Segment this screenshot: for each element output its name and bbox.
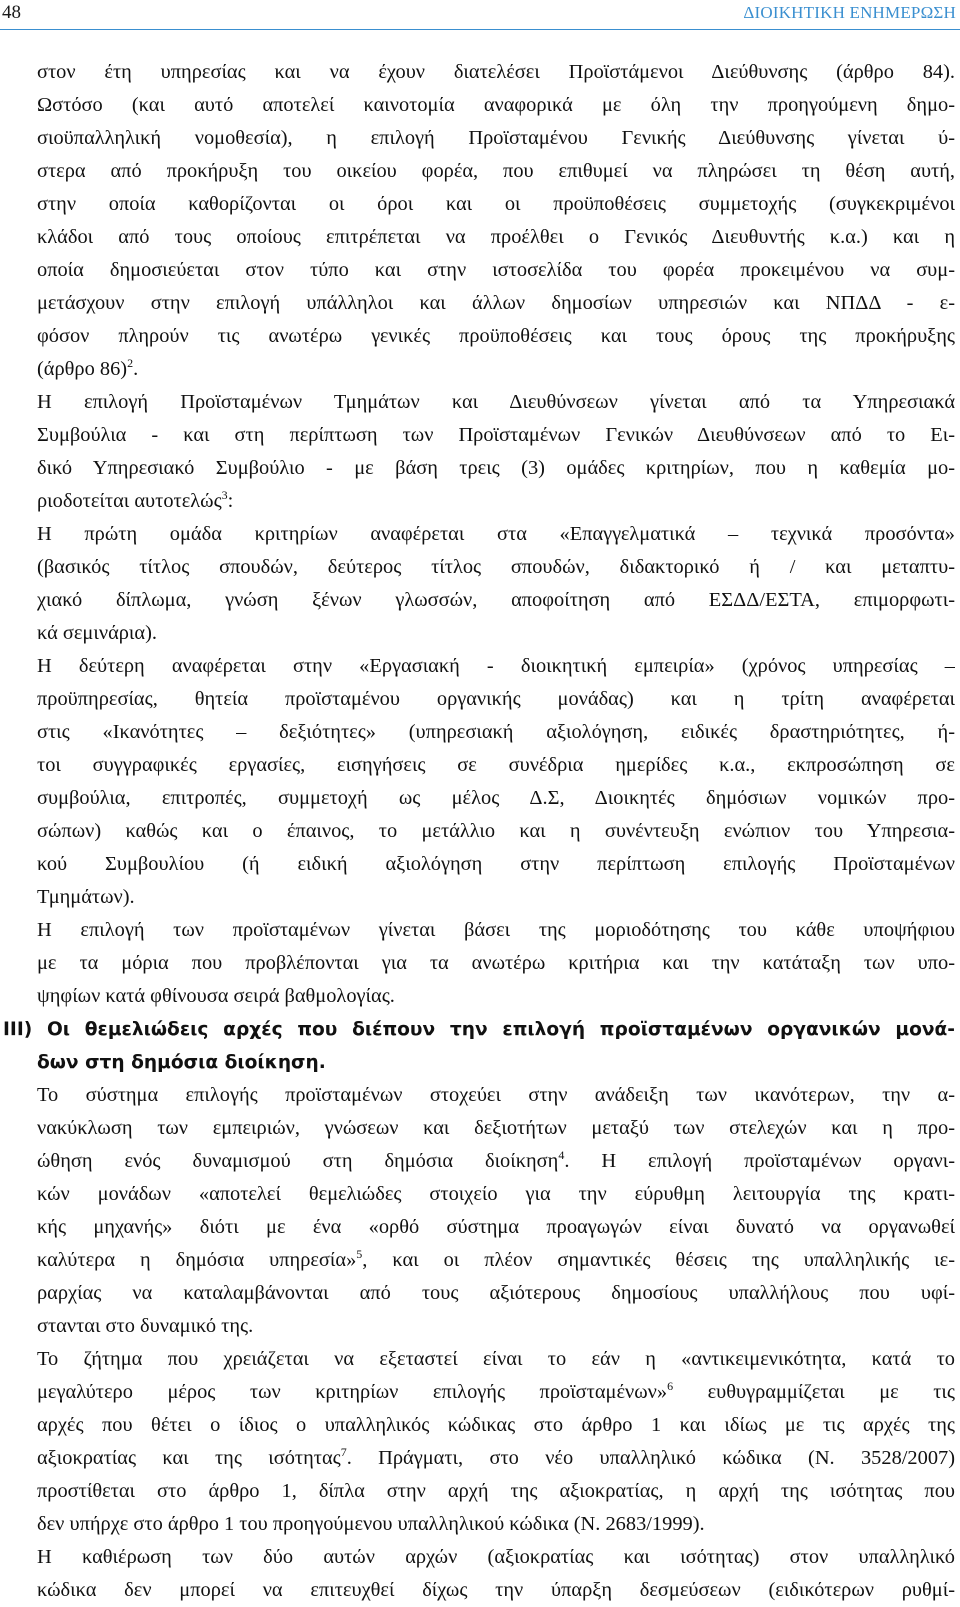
- text-line: [37, 122, 955, 155]
- footnote-ref: 3: [221, 488, 228, 503]
- text-line: [37, 1376, 955, 1409]
- line-text: Η καθιέρωση των δύο αυτών αρχών (αξιοκρατίας και ισότητας) στον υπαλληλικό: [37, 1546, 955, 1568]
- line-text: δεν υπήρχε στο άρθρο 1 του προηγούμενου υπαλληλικού κώδικα (Ν. 2683/1999).: [37, 1513, 705, 1535]
- text-line: [37, 56, 955, 89]
- line-text: κά σεμινάρια).: [37, 622, 157, 644]
- text-line: [37, 980, 955, 1013]
- line-text-continued: , και οι πλέον σημαντικές θέσεις της υπαλληλικής ιε-: [362, 1249, 955, 1271]
- line-text: προστίθεται στο άρθρο 1, δίπλα στην αρχή της αξιοκρατίας, η αρχή της ισότητας που: [37, 1480, 955, 1502]
- line-text: Η επιλογή των προϊσταμένων γίνεται βάσει της μοριοδότησης του κάθε υποψήφιου: [37, 919, 955, 941]
- line-text-continued: :: [227, 490, 234, 512]
- line-text: (άρθρο 86): [37, 358, 128, 380]
- line-text: στην οποία καθορίζονται οι όροι και οι προϋποθέσεις συμμετοχής (συγκεκριμένοι: [37, 193, 955, 215]
- text-line: [37, 89, 955, 122]
- text-line: [37, 1574, 955, 1607]
- text-line: [37, 584, 955, 617]
- line-text: με τα μόρια που προβλέπονται για τα ανωτέρω κριτήρια και την κατάταξη των υπο-: [37, 952, 955, 974]
- line-text: δων στη δημόσια διοίκηση.: [37, 1052, 326, 1073]
- text-line: [37, 1475, 955, 1508]
- line-text: καλύτερα η δημόσια υπηρεσία»: [37, 1249, 357, 1271]
- text-line: [37, 452, 955, 485]
- text-line: [37, 1310, 955, 1343]
- text-line: [37, 419, 955, 452]
- text-line: [37, 551, 955, 584]
- text-line: [37, 254, 955, 287]
- text-line: [37, 1343, 955, 1376]
- line-text: στερα από προκήρυξη του οικείου φορέα, που επιθυμεί να πληρώσει τη θέση αυτή,: [37, 160, 955, 182]
- text-line: [37, 1112, 955, 1145]
- line-text: μεγαλύτερο μέρος των κριτηρίων επιλογής προϊσταμένων»: [37, 1381, 668, 1403]
- line-text-continued: ευθυγραμμίζεται με τις: [673, 1381, 955, 1403]
- line-text: αξιοκρατίας και της ισότητας: [37, 1447, 341, 1469]
- line-text-continued: . Η επιλογή προϊσταμένων οργανι-: [564, 1150, 955, 1172]
- text-line: [37, 1508, 955, 1541]
- text-line: [37, 683, 955, 716]
- line-text: Το σύστημα επιλογής προϊσταμένων στοχεύει στην ανάδειξη των ικανότερων, την α-: [37, 1084, 955, 1106]
- text-line: [37, 848, 955, 881]
- line-text-continued: .: [133, 358, 139, 380]
- line-text: Ωστόσο (και αυτό αποτελεί καινοτομία αναφορικά με όλη την προηγούμενη δημο-: [37, 94, 955, 116]
- text-line: [37, 749, 955, 782]
- line-text: κών μονάδων «αποτελεί θεμελιώδες στοιχείο για την εύρυθμη λειτουργία της κρατι-: [37, 1183, 955, 1205]
- text-line: [37, 188, 955, 221]
- page-header: [0, 0, 960, 34]
- line-text: μετάσχουν στην επιλογή υπάλληλοι και άλλων δημοσίων υπηρεσιών και ΝΠΔΔ - ε-: [37, 292, 955, 314]
- text-line: [37, 287, 955, 320]
- line-text: Η επιλογή Προϊσταμένων Τμημάτων και Διευθύνσεων γίνεται από τα Υπηρεσιακά: [37, 391, 955, 413]
- text-line: [37, 485, 955, 518]
- text-line: [37, 1079, 955, 1112]
- text-line: [37, 1541, 955, 1574]
- text-line: [37, 947, 955, 980]
- text-line: [37, 716, 955, 749]
- line-text: σώπων) καθώς και ο έπαινος, το μετάλλιο και η συνέντευξη ενώπιον του Υπηρεσια-: [37, 820, 955, 842]
- line-text: φόσον πληρούν τις ανωτέρω γενικές προϋποθέσεις και τους όρους της προκήρυξης: [37, 325, 955, 347]
- line-text: Τμημάτων).: [37, 886, 135, 908]
- text-line: [37, 1145, 955, 1178]
- line-text: Η δεύτερη αναφέρεται στην «Εργασιακή - διοικητική εμπειρία» (χρόνος υπηρεσίας –: [37, 655, 955, 677]
- section-heading-line: [37, 1046, 955, 1079]
- line-text: ραρχίας να καταλαμβάνονται από τους αξιότερους δημοσίους υπαλλήλους που υφί-: [37, 1282, 955, 1304]
- line-text: Συμβούλια - και στη περίπτωση των Προϊσταμένων Γενικών Διευθύνσεων από το Ει-: [37, 424, 955, 446]
- text-line: [37, 650, 955, 683]
- text-line: [37, 353, 955, 386]
- footnote-ref: 5: [356, 1247, 363, 1262]
- text-line: [37, 1211, 955, 1244]
- text-line: [37, 1277, 955, 1310]
- text-line: [37, 881, 955, 914]
- line-text: στις «Ικανότητες – δεξιότητες» (υπηρεσιακή αξιολόγηση, ειδικές δραστηριότητες, ή-: [37, 721, 955, 743]
- line-text: στανται στο δυναμικό της.: [37, 1315, 254, 1337]
- line-text: ΙΙΙ) Οι θεμελιώδεις αρχές που διέπουν την επιλογή προϊσταμένων οργανικών μονά-: [3, 1019, 955, 1040]
- section-heading-line: [3, 1013, 955, 1046]
- line-text: συμβούλια, επιτροπές, συμμετοχή ως μέλος Δ.Σ, Διοικητές δημόσιων νομικών προ-: [37, 787, 955, 809]
- line-text-continued: . Πράγματι, στο νέο υπαλληλικό κώδικα (Ν. 3528/2007): [346, 1447, 955, 1469]
- line-text: Η πρώτη ομάδα κριτηρίων αναφέρεται στα «Επαγγελματικά – τεχνικά προσόντα»: [37, 523, 955, 545]
- line-text: κώδικα δεν μπορεί να επιτευχθεί δίχως την ύπαρξη δεσμεύσεων (ειδικότερων ρυθμί-: [37, 1579, 955, 1601]
- page-number: 48: [2, 2, 21, 23]
- line-text: τοι συγγραφικές εργασίες, εισηγήσεις σε συνέδρια ημερίδες κ.α., εκπροσώπηση σε: [37, 754, 955, 776]
- line-text: οποία δημοσιεύεται στον τύπο και στην ιστοσελίδα του φορέα προκειμένου να συμ-: [37, 259, 955, 281]
- text-line: [37, 155, 955, 188]
- running-title: ΔΙΟΙΚΗΤΙΚΗ ΕΝΗΜΕΡΩΣΗ: [743, 3, 956, 22]
- line-text: ριοδοτείται αυτοτελώς: [37, 490, 222, 512]
- article-body: [3, 56, 955, 1607]
- line-text: κού Συμβουλίου (ή ειδική αξιολόγηση στην περίπτωση επιλογής Προϊσταμένων: [37, 853, 955, 875]
- text-line: [37, 386, 955, 419]
- line-text: κλάδοι από τους οποίους επιτρέπεται να προέλθει ο Γενικός Διευθυντής κ.α.) και η: [37, 226, 955, 248]
- line-text: αρχές που θέτει ο ίδιος ο υπαλληλικός κώδικας στο άρθρο 1 και ιδίως με τις αρχές της: [37, 1414, 955, 1436]
- line-text: κής μηχανής» διότι με ένα «ορθό σύστημα προαγωγών είναι δυνατό να οργανωθεί: [37, 1216, 955, 1238]
- text-line: [37, 1442, 955, 1475]
- line-text: (βασικός τίτλος σπουδών, δεύτερος τίτλος σπουδών, διδακτορικό ή / και μεταπτυ-: [37, 556, 955, 578]
- footnote-ref: 6: [667, 1379, 674, 1394]
- text-line: [37, 320, 955, 353]
- footnote-ref: 7: [340, 1445, 347, 1460]
- text-line: [37, 518, 955, 551]
- line-text: δικό Υπηρεσιακό Συμβούλιο - με βάση τρεις (3) ομάδες κριτηρίων, που η καθεμία μο-: [37, 457, 955, 479]
- line-text: Το ζήτημα που χρειάζεται να εξεταστεί είναι το εάν η «αντικειμενικότητα, κατά το: [37, 1348, 955, 1370]
- text-line: [37, 1409, 955, 1442]
- text-line: [37, 782, 955, 815]
- text-line: [37, 1244, 955, 1277]
- text-line: [37, 221, 955, 254]
- text-line: [37, 914, 955, 947]
- text-line: [37, 617, 955, 650]
- header-rule: [0, 29, 960, 30]
- line-text: χιακό δίπλωμα, γνώση ξένων γλωσσών, αποφοίτηση από ΕΣΔΔ/ΕΣΤΑ, επιμορφωτι-: [37, 589, 955, 611]
- footnote-ref: 2: [127, 356, 134, 371]
- line-text: στον έτη υπηρεσίας και να έχουν διατελέσει Προϊστάμενοι Διεύθυνσης (άρθρο 84).: [37, 61, 955, 83]
- line-text: προϋπηρεσίας, θητεία προϊσταμένου οργανικής μονάδας) και η τρίτη αναφέρεται: [37, 688, 955, 710]
- footnote-ref: 4: [558, 1148, 565, 1163]
- line-text: ώθηση ενός δυναμισμού στη δημόσια διοίκηση: [37, 1150, 559, 1172]
- text-line: [37, 815, 955, 848]
- line-text: σιοϋπαλληλική νομοθεσία), η επιλογή Προϊσταμένου Γενικής Διεύθυνσης γίνεται ύ-: [37, 127, 955, 149]
- line-text: νακύκλωση των εμπειριών, γνώσεων και δεξιοτήτων μεταξύ των στελεχών και η προ-: [37, 1117, 955, 1139]
- text-line: [37, 1178, 955, 1211]
- line-text: ψηφίων κατά φθίνουσα σειρά βαθμολογίας.: [37, 985, 395, 1007]
